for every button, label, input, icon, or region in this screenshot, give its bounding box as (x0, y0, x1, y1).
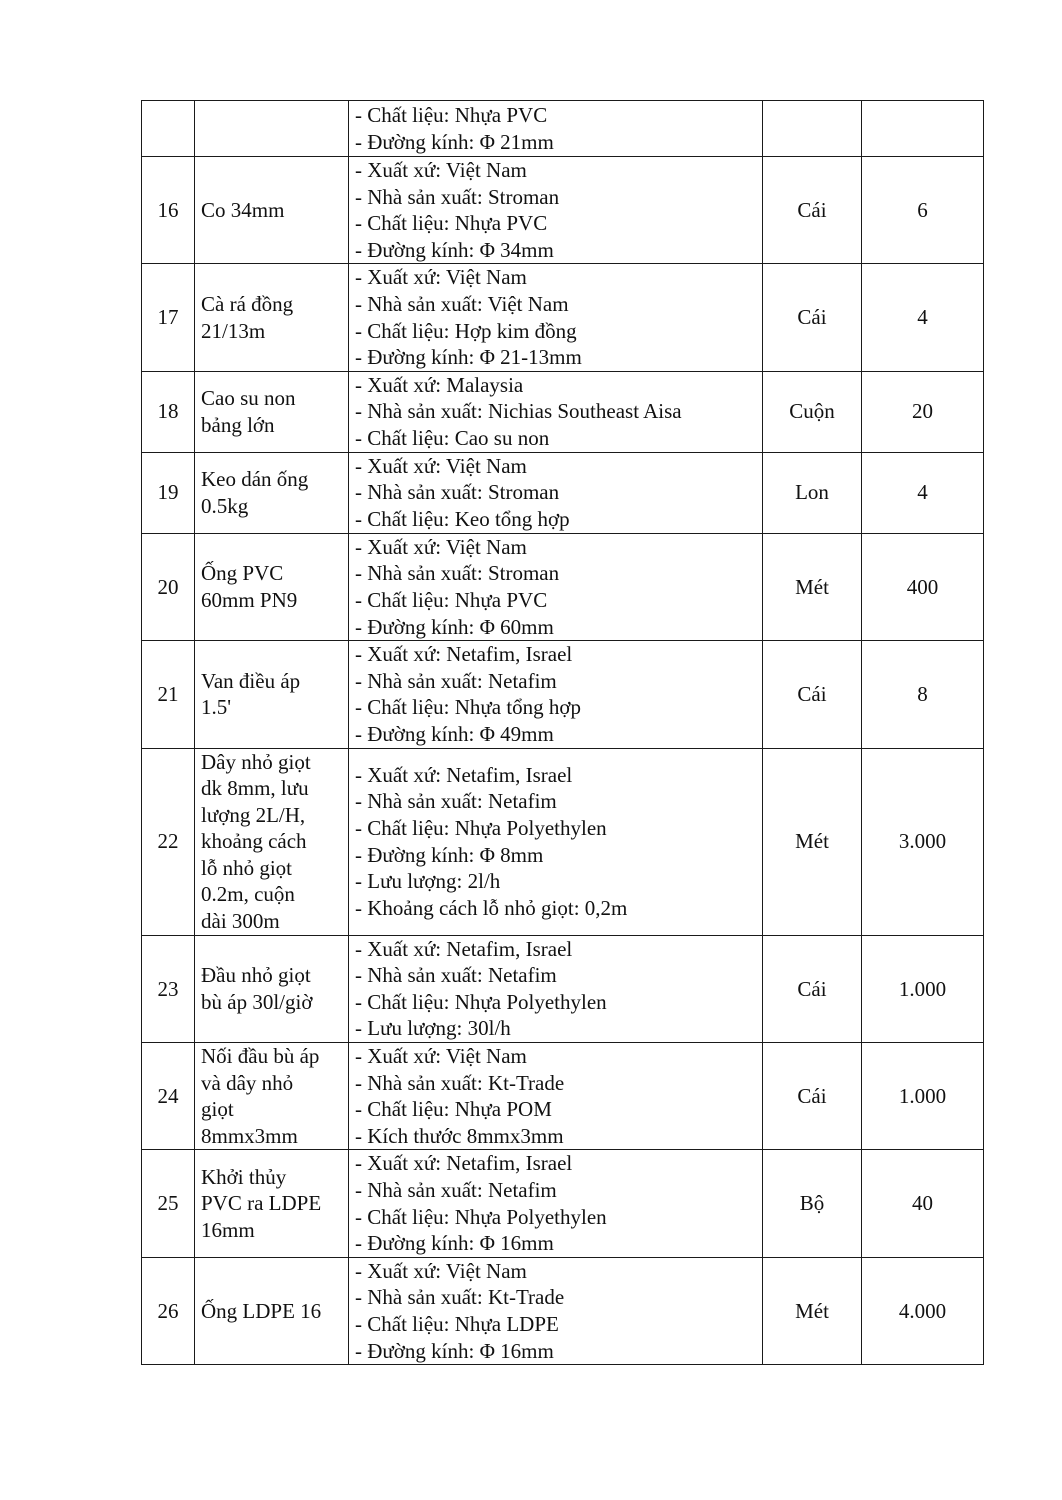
item-name-line: dk 8mm, lưu (201, 776, 309, 801)
row-number: 19 (142, 452, 195, 533)
item-name (195, 371, 349, 452)
item-name (195, 1257, 349, 1364)
spec-line: - Xuất xứ: Việt Nam (355, 265, 527, 290)
row-number: 26 (142, 1257, 195, 1364)
item-specs (349, 101, 763, 157)
spec-line: - Đường kính: Φ 34mm (355, 237, 554, 262)
spec-line: - Nhà sản xuất: Stroman (355, 184, 560, 209)
spec-line: - Chất liệu: Cao su non (355, 426, 550, 451)
item-specs (349, 1043, 763, 1150)
item-unit: Cái (763, 264, 862, 371)
item-name-line: giọt (201, 1097, 234, 1122)
item-name-line: 21/13m (201, 318, 266, 343)
spec-line: - Xuất xứ: Netafim, Israel (355, 1151, 573, 1176)
item-name-line: dài 300m (201, 909, 280, 934)
item-name-line: Keo dán ống (201, 467, 309, 492)
spec-line: - Nhà sản xuất: Nichias Southeast Aisa (355, 399, 682, 424)
row-number: 24 (142, 1043, 195, 1150)
item-name-line: Nối đầu bù áp (201, 1044, 320, 1069)
spec-line: - Kích thước 8mmx3mm (355, 1123, 564, 1148)
item-name-line: bảng lớn (201, 412, 275, 437)
item-quantity: 4 (862, 264, 984, 371)
item-unit: Lon (763, 452, 862, 533)
spec-line: - Chất liệu: Hợp kim đồng (355, 318, 577, 343)
item-name-line: lượng 2L/H, (201, 802, 306, 827)
spec-line: - Đường kính: Φ 8mm (355, 842, 544, 867)
item-specs (349, 1150, 763, 1257)
item-name (195, 157, 349, 264)
table-row (142, 1257, 984, 1364)
item-specs (349, 748, 763, 935)
item-name-line: Cao su non (201, 386, 296, 411)
item-quantity: 6 (862, 157, 984, 264)
item-name-line: 0.2m, cuộn (201, 882, 295, 907)
item-specs (349, 371, 763, 452)
spec-line: - Đường kính: Φ 16mm (355, 1231, 554, 1256)
item-specs (349, 935, 763, 1042)
spec-line: - Xuất xứ: Việt Nam (355, 1258, 527, 1283)
item-quantity: 400 (862, 533, 984, 640)
spec-line: - Đường kính: Φ 21-13mm (355, 345, 582, 370)
item-name-line: 16mm (201, 1217, 255, 1242)
spec-line: - Xuất xứ: Việt Nam (355, 453, 527, 478)
table-row (142, 1043, 984, 1150)
item-unit: Bộ (763, 1150, 862, 1257)
item-specs (349, 157, 763, 264)
item-unit (763, 101, 862, 157)
spec-line: - Nhà sản xuất: Kt-Trade (355, 1285, 565, 1310)
item-quantity: 4 (862, 452, 984, 533)
item-name-line: 1.5' (201, 695, 232, 720)
item-unit: Cuộn (763, 371, 862, 452)
spec-line: - Chất liệu: Nhựa PVC (355, 587, 548, 612)
spec-line: - Chất liệu: Nhựa LDPE (355, 1311, 559, 1336)
spec-line: - Đường kính: Φ 21mm (355, 129, 554, 154)
item-unit: Mét (763, 1257, 862, 1364)
item-name (195, 101, 349, 157)
spec-line: - Chất liệu: Nhựa PVC (355, 102, 548, 127)
item-name (195, 452, 349, 533)
item-specs (349, 264, 763, 371)
item-name (195, 935, 349, 1042)
table-row (142, 748, 984, 935)
spec-line: - Đường kính: Φ 16mm (355, 1338, 554, 1363)
spec-line: - Xuất xứ: Malaysia (355, 372, 524, 397)
spec-line: - Nhà sản xuất: Việt Nam (355, 291, 569, 316)
item-name-line: Ống PVC (201, 561, 284, 586)
item-specs (349, 533, 763, 640)
item-specs (349, 1257, 763, 1364)
spec-line: - Khoảng cách lỗ nhỏ giọt: 0,2m (355, 895, 628, 920)
item-quantity: 20 (862, 371, 984, 452)
item-name (195, 748, 349, 935)
spec-line: - Đường kính: Φ 49mm (355, 721, 554, 746)
row-number: 17 (142, 264, 195, 371)
item-name-line: Khởi thủy (201, 1164, 287, 1189)
spec-line: - Chất liệu: Nhựa PVC (355, 211, 548, 236)
item-name-line: Van điều áp (201, 668, 301, 693)
item-unit: Cái (763, 1043, 862, 1150)
table-row (142, 264, 984, 371)
spec-line: - Lưu lượng: 2l/h (355, 869, 501, 894)
row-number: 16 (142, 157, 195, 264)
item-name-line: 8mmx3mm (201, 1123, 298, 1148)
table-row (142, 452, 984, 533)
item-name (195, 1150, 349, 1257)
table-body (142, 101, 984, 1365)
spec-line: - Nhà sản xuất: Kt-Trade (355, 1070, 565, 1095)
item-name-line: lỗ nhỏ giọt (201, 855, 293, 880)
row-number: 25 (142, 1150, 195, 1257)
spec-line: - Chất liệu: Nhựa Polyethylen (355, 989, 607, 1014)
row-number (142, 101, 195, 157)
spec-line: - Nhà sản xuất: Netafim (355, 1178, 557, 1202)
table-row (142, 101, 984, 157)
spec-line: - Xuất xứ: Việt Nam (355, 534, 527, 559)
item-name-line: 0.5kg (201, 493, 249, 518)
spec-line: - Nhà sản xuất: Netafim (355, 789, 557, 814)
item-name-line: bù áp 30l/giờ (201, 989, 313, 1014)
spec-line: - Xuất xứ: Netafim, Israel (355, 762, 573, 787)
item-specs (349, 641, 763, 748)
materials-table (141, 100, 984, 1365)
spec-line: - Chất liệu: Keo tổng hợp (355, 507, 570, 532)
table-row (142, 1150, 984, 1257)
table-row (142, 641, 984, 748)
item-unit: Mét (763, 748, 862, 935)
item-name-line: Co 34mm (201, 197, 285, 222)
item-quantity: 1.000 (862, 935, 984, 1042)
spec-line: - Xuất xứ: Việt Nam (355, 1044, 527, 1069)
item-name-line: 60mm PN9 (201, 587, 298, 612)
item-name-line: khoảng cách (201, 829, 307, 854)
item-name-line: Ống LDPE 16 (201, 1298, 322, 1323)
item-quantity: 3.000 (862, 748, 984, 935)
row-number: 18 (142, 371, 195, 452)
row-number: 23 (142, 935, 195, 1042)
spec-line: - Đường kính: Φ 60mm (355, 614, 554, 639)
spec-line: - Xuất xứ: Netafim, Israel (355, 936, 573, 961)
row-number: 22 (142, 748, 195, 935)
item-name-line: Đầu nhỏ giọt (201, 963, 311, 988)
item-quantity: 8 (862, 641, 984, 748)
item-name (195, 264, 349, 371)
row-number: 21 (142, 641, 195, 748)
item-unit: Cái (763, 157, 862, 264)
item-quantity: 40 (862, 1150, 984, 1257)
item-unit: Cái (763, 641, 862, 748)
row-number: 20 (142, 533, 195, 640)
item-quantity (862, 101, 984, 157)
spec-line: - Lưu lượng: 30l/h (355, 1016, 511, 1041)
spec-line: - Chất liệu: Nhựa POM (355, 1097, 552, 1122)
table-row (142, 533, 984, 640)
spec-line: - Xuất xứ: Việt Nam (355, 158, 527, 182)
spec-line: - Nhà sản xuất: Netafim (355, 668, 557, 693)
item-name-line: PVC ra LDPE (201, 1191, 322, 1216)
spec-line: - Xuất xứ: Netafim, Israel (355, 642, 573, 667)
spec-line: - Chất liệu: Nhựa Polyethylen (355, 1204, 607, 1229)
spec-line: - Nhà sản xuất: Netafim (355, 963, 557, 988)
item-name (195, 1043, 349, 1150)
item-unit: Cái (763, 935, 862, 1042)
spec-line: - Chất liệu: Nhựa tổng hợp (355, 695, 582, 720)
item-name-line: và dây nhỏ (201, 1070, 294, 1095)
item-name-line: Dây nhỏ giọt (201, 749, 311, 774)
item-name-line: Cà rá đồng (201, 291, 294, 316)
table-row (142, 935, 984, 1042)
item-unit: Mét (763, 533, 862, 640)
item-quantity: 1.000 (862, 1043, 984, 1150)
item-name (195, 533, 349, 640)
spec-line: - Chất liệu: Nhựa Polyethylen (355, 815, 607, 840)
item-quantity: 4.000 (862, 1257, 984, 1364)
item-specs (349, 452, 763, 533)
spec-line: - Nhà sản xuất: Stroman (355, 561, 560, 586)
item-name (195, 641, 349, 748)
table-row (142, 157, 984, 264)
spec-line: - Nhà sản xuất: Stroman (355, 480, 560, 505)
table-row (142, 371, 984, 452)
